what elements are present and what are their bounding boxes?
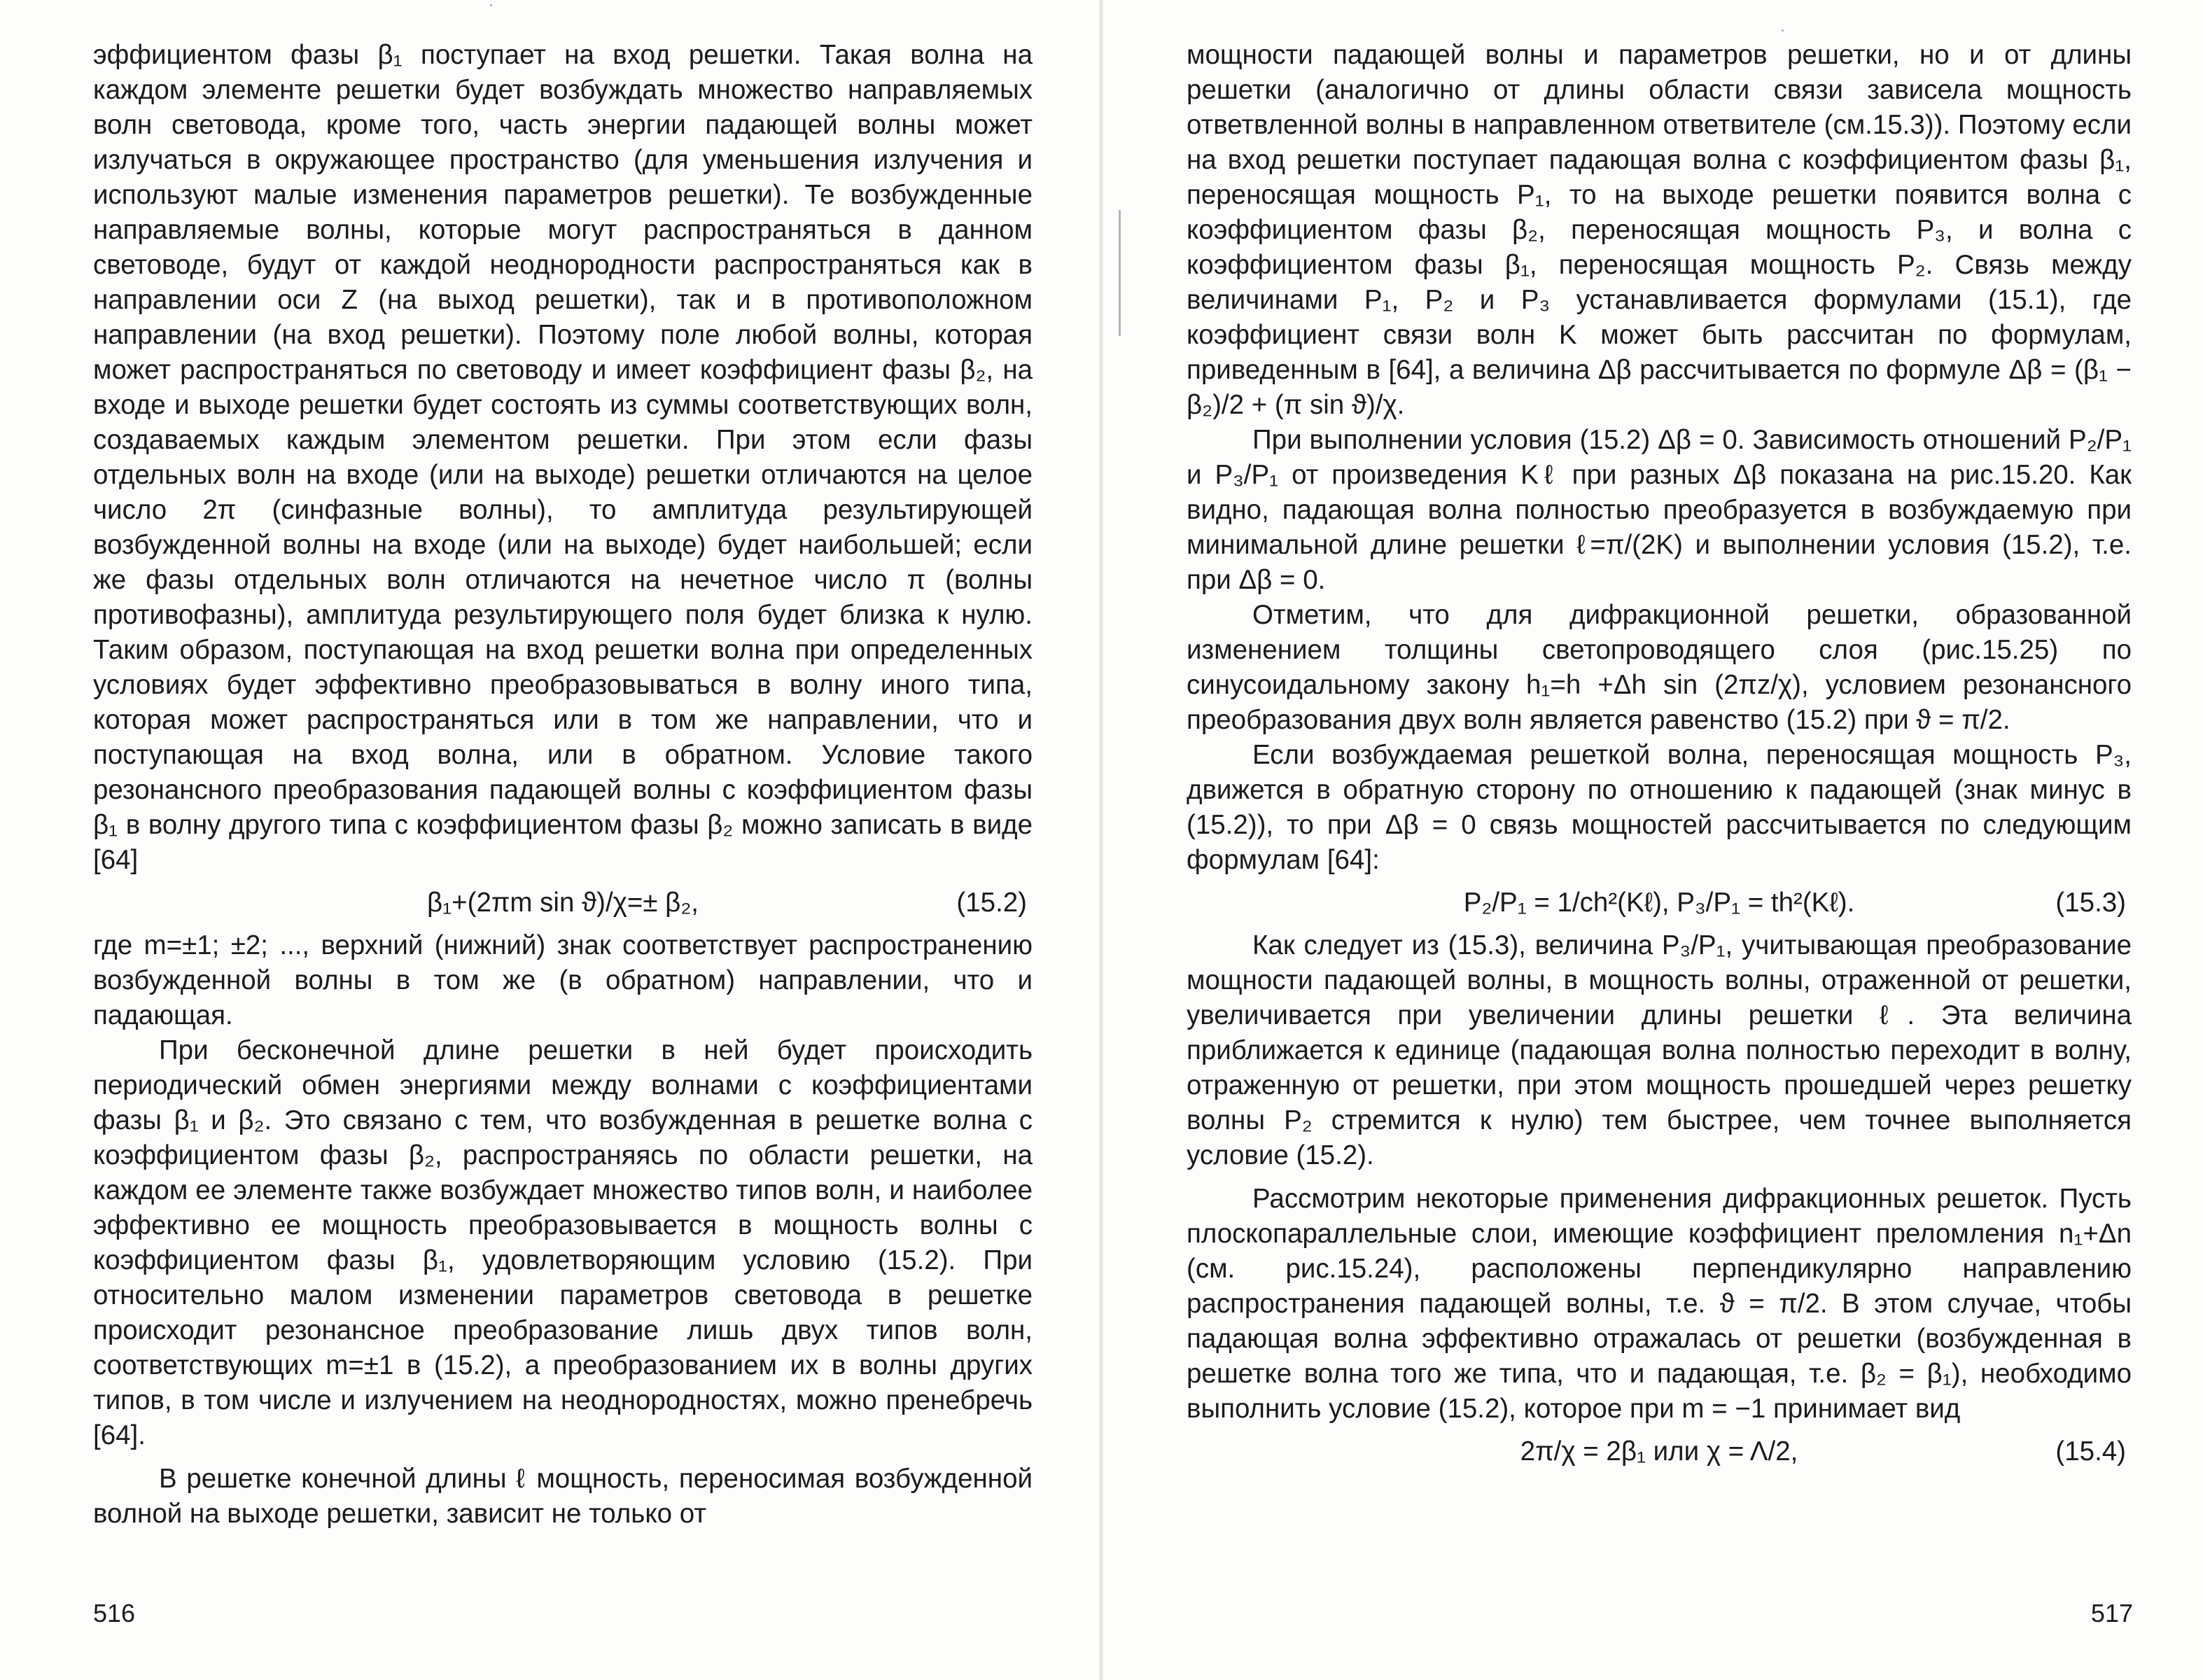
equation-text: P₂/P₁ = 1/ch²(Kℓ), P₃/P₁ = th²(Kℓ).: [1463, 888, 1855, 918]
paragraph: Как следует из (15.3), величина P₃/P₁, учитывающая преобразование мощности падающей волны, в мощность волны, отраженной от решетки, увеличивается при увеличении длины решетки ℓ. Эта величина приближается к единице (падающая волна полностью переходит в волну, отраженную от решетки, при этом мощность прошедшей через решетку волны P₂ стремится к нулю) тем быстрее, чем точнее выполняется условие (15.2).: [1187, 930, 2132, 1170]
scan-mark: [1119, 210, 1121, 336]
right-text-column: [1187, 38, 2132, 1477]
equation-15-4: [1187, 1431, 2132, 1473]
left-text-column: [93, 38, 1033, 1532]
paragraph: Рассмотрим некоторые применения дифракционных решеток. Пусть плоскопараллельные слои, имеющие коэффициент преломления n₁+Δn (см. рис.15.24), расположены перпендикулярно направлению распространения падающей волны, т.е. ϑ = π/2. В этом случае, чтобы падающая волна эффективно отражалась от решетки (возбужденная в решетке волна того же типа, что и падающая, т.е. β₂ = β₁), необходимо выполнить условие (15.2), которое при m = −1 принимает вид: [1187, 1184, 2132, 1424]
right-page: [1103, 0, 2203, 1680]
equation-number: (15.2): [956, 888, 1027, 918]
paragraph: При бесконечной длине решетки в ней будет происходить периодический обмен энергиями между волнами с коэффициентами фазы β₁ и β₂. Это связано с тем, что возбужденная в решетке волна с коэффициентом фазы β₂, распространяясь по области решетки, на каждом ее элементе также возбуждает множество типов волн, и наиболее эффективно ее мощность преобразовывается в мощность волны с коэффициентом фазы β₁, удовлетворяющим условию (15.2). При относительно малом изменении параметров световода в решетке происходит резонансное преобразование лишь двух типов волн, соответствующих m=±1 в (15.2), а преобразованием их в волны других типов, в том числе и излучением на неоднородностях, можно пренебречь [64].: [93, 1035, 1033, 1450]
equation-text: 2π/χ = 2β₁ или χ = Λ/2,: [1520, 1436, 1798, 1466]
scan-speck: [490, 4, 492, 6]
equation-15-3: [1187, 882, 2132, 924]
paragraph: Если возбуждаемая решеткой волна, переносящая мощность P₃, движется в обратную сторону по отношению к падающей (знак минус в (15.2)), то при Δβ = 0 связь мощностей рассчитывается по следующим формулам [64]:: [1187, 740, 2132, 875]
paragraph: В решетке конечной длины ℓ мощность, переносимая возбужденной волной на выходе решетки, зависит не только от: [93, 1464, 1033, 1529]
paragraph: где m=±1; ±2; ..., верхний (нижний) знак соответствует распространению возбужденной волны в том же (в обратном) направлении, что и падающая.: [93, 930, 1033, 1030]
equation-number: (15.3): [2055, 888, 2126, 918]
equation-15-2: [93, 882, 1033, 924]
paragraph: эффициентом фазы β₁ поступает на вход решетки. Такая волна на каждом элементе решетки будет возбуждать множество направляемых волн световода, кроме того, часть энергии падающей волны может излучаться в окружающее пространство (для уменьшения излучения и используют малые изменения параметров решетки). Те возбужденные направляемые волны, которые могут распространяться в данном световоде, будут от каждой неоднородности распространяться как в направлении оси Z (на выход решетки), так и в противоположном направлении (на вход решетки). Поэтому поле любой волны, которая может распространяться по световоду и имеет коэффициент фазы β₂, на входе и выходе решетки будет состоять из суммы соответствующих волн, создаваемых каждым элементом решетки. При этом если фазы отдельных волн на входе (или на выходе) решетки отличаются на целое число 2π (синфазные волны), то амплитуда результирующей возбужденной волны на входе (или на выходе) будет наибольшей; если же фазы отдельных волн отличаются на нечетное число π (волны противофазны), амплитуда результирующего поля будет близка к нулю. Таким образом, поступающая на вход решетки волна при определенных условиях будет эффективно преобразовываться в волну иного типа, которая может распространяться или в том же направлении, что и поступающая на вход волна, или в обратном. Условие такого резонансного преобразования падающей волны с коэффициентом фазы β₁ в волну другого типа с коэффициентом фазы β₂ можно записать в виде [64]: [93, 40, 1033, 875]
page-number-right: 517: [2090, 1599, 2133, 1628]
paragraph: мощности падающей волны и параметров решетки, но и от длины решетки (аналогично от длины области связи зависела мощность ответвленной волны в направленном ответвителе (см.15.3)). Поэтому если на вход решетки поступает падающая волна с коэффициентом фазы β₁, переносящая мощность P₁, то на выходе решетки появится волна с коэффициентом фазы β₂, переносящая мощность P₃, и волна с коэффициентом фазы β₁, переносящая мощность P₂. Связь между величинами P₁, P₂ и P₃ устанавливается формулами (15.1), где коэффициент связи волн K может быть рассчитан по формулам, приведенным в [64], а величина Δβ рассчитывается по формуле Δβ = (β₁ − β₂)/2 + (π sin ϑ)/χ.: [1187, 40, 2132, 420]
paragraph: Отметим, что для дифракционной решетки, образованной изменением толщины светопроводящего слоя (рис.15.25) по синусоидальному закону h₁=h +Δh sin (2πz/χ), условием резонансного преобразования двух волн является равенство (15.2) при ϑ = π/2.: [1187, 600, 2132, 735]
page-number-left: 516: [93, 1599, 136, 1628]
equation-number: (15.4): [2055, 1436, 2126, 1466]
equation-text: β₁+(2πm sin ϑ)/χ=± β₂,: [427, 888, 699, 918]
paragraph: При выполнении условия (15.2) Δβ = 0. Зависимость отношений P₂/P₁ и P₃/P₁ от произведения Kℓ при разных Δβ показана на рис.15.20. Как видно, падающая волна полностью преобразуется в возбуждаемую при минимальной длине решетки ℓ=π/(2K) и выполнении условия (15.2), т.е. при Δβ = 0.: [1187, 425, 2132, 595]
scan-speck: [1782, 29, 1784, 31]
